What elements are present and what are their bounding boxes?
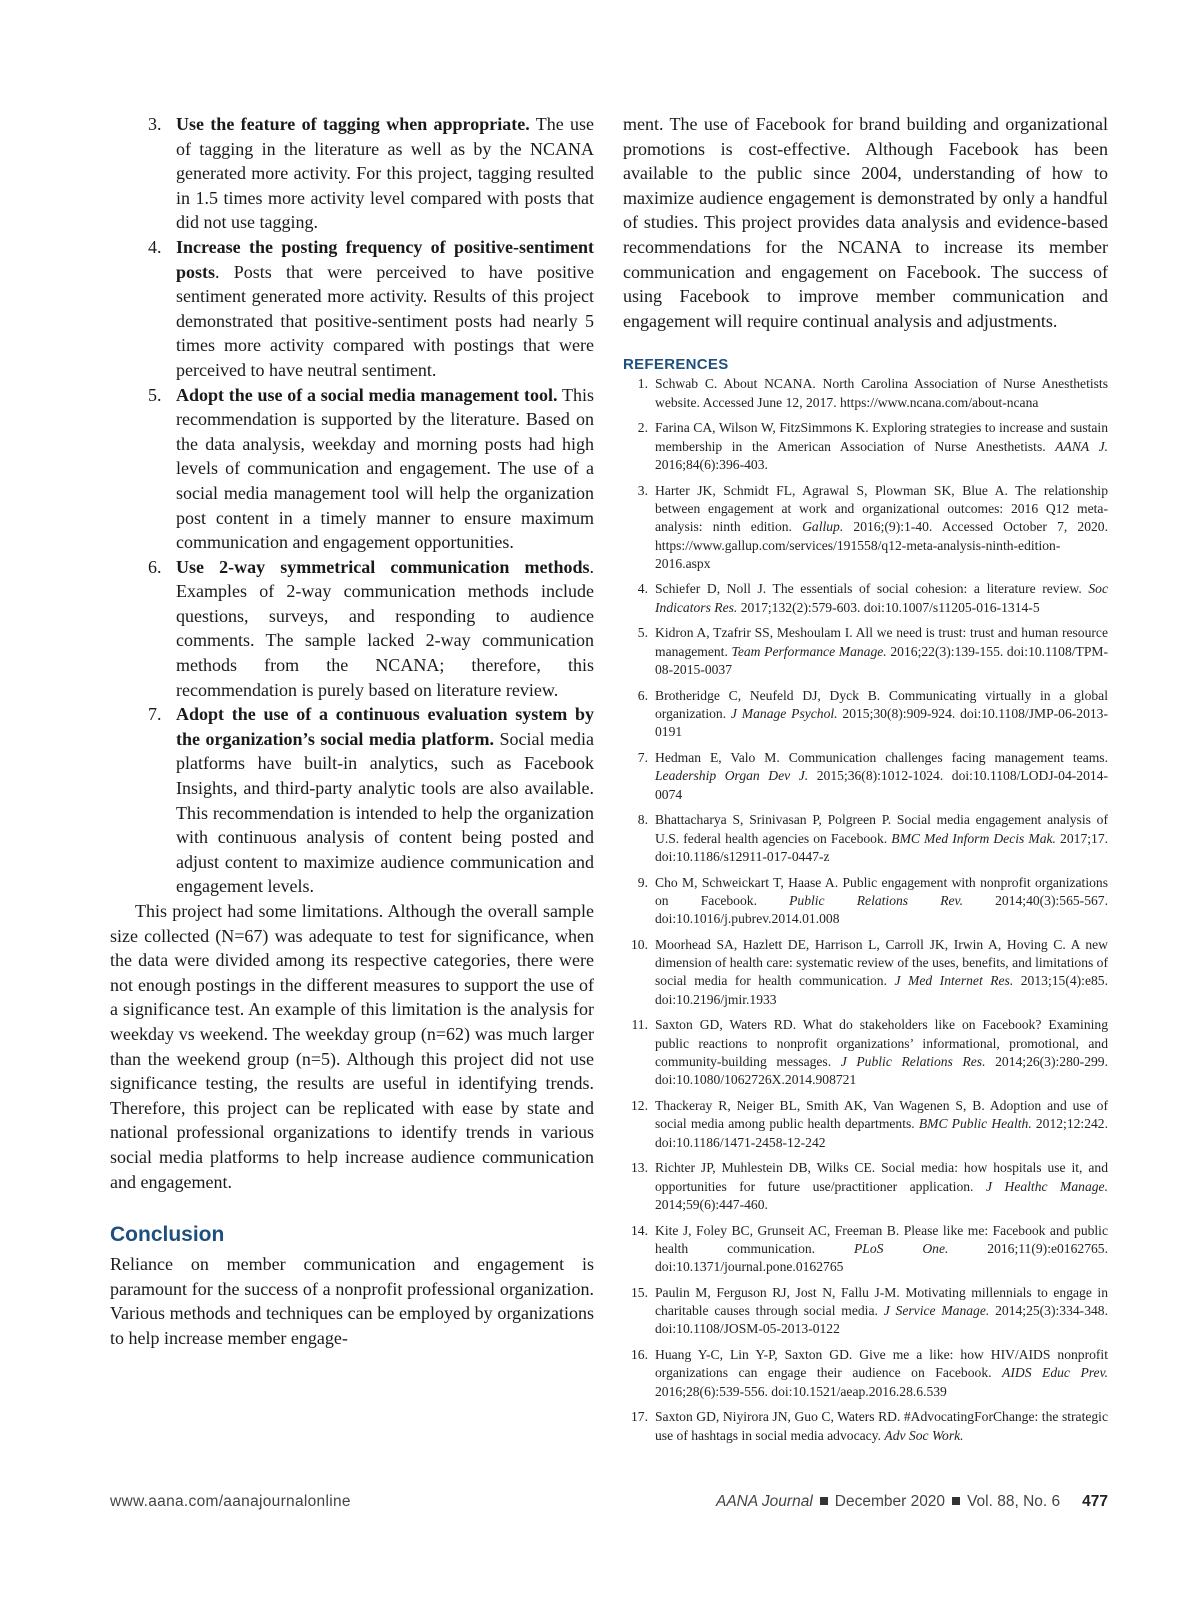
- reference-number: 15.: [631, 1284, 648, 1300]
- reference-item: [623, 1408, 1108, 1445]
- list-number: 5.: [148, 384, 162, 405]
- footer-url[interactable]: www.aana.com/aanajournalonline: [110, 1493, 351, 1510]
- reference-citation: 2017;17. doi:10.1186/s12911-017-0447-z: [655, 830, 1109, 864]
- reference-citation: 2016;84(6):396-403.: [655, 456, 768, 472]
- reference-journal: Soc Indicators Res.: [655, 581, 1108, 615]
- reference-text: Huang Y-C, Lin Y-P, Saxton GD. Give me a like: how HIV/AIDS nonprofit organizations can engage their audience on Facebook.: [655, 1347, 1108, 1381]
- page-footer: [110, 1493, 1108, 1515]
- reference-citation: 2014;40(3):565-567. doi:10.1016/j.pubrev.2014.01.008: [655, 892, 1108, 927]
- reference-item: [623, 687, 1108, 742]
- footer-journal-info: [716, 1493, 1108, 1511]
- reference-number: 8.: [637, 812, 648, 828]
- reference-item: [623, 1346, 1108, 1401]
- recommendation-item: [110, 235, 594, 383]
- reference-journal: PLoS One.: [853, 1240, 949, 1256]
- recommendation-item: [110, 555, 594, 703]
- reference-item: [623, 874, 1108, 929]
- reference-citation: 2012;12:242. doi:10.1186/1471-2458-12-242: [655, 1116, 1108, 1150]
- recommendation-title: Use the feature of tagging when appropriate.: [176, 114, 530, 134]
- recommendation-item: [110, 383, 594, 555]
- reference-item: [623, 811, 1108, 866]
- reference-citation: 2015;36(8):1012-1024. doi:10.1108/LODJ-04-2014-0074: [655, 768, 1108, 802]
- recommendation-item: [110, 112, 594, 235]
- conclusion-paragraph-start: Reliance on member communication and engagement is paramount for the success of a nonprofit professional organization. Various methods and techniques can be employed by organizations to help increase member engage-: [110, 1254, 594, 1348]
- reference-number: 7.: [637, 750, 648, 766]
- conclusion-heading: Conclusion: [110, 1223, 225, 1247]
- reference-citation: 2016;11(9):e0162765. doi:10.1371/journal.pone.0162765: [655, 1240, 1108, 1275]
- reference-text: Brotheridge C, Neufeld DJ, Dyck B. Communicating virtually in a global organization.: [655, 687, 1108, 722]
- reference-journal: J Manage Psychol.: [730, 706, 838, 722]
- reference-text: Kite J, Foley BC, Grunseit AC, Freeman B. Please like me: Facebook and public health communication.: [655, 1222, 1108, 1256]
- reference-text: Saxton GD, Niyirora JN, Guo C, Waters RD. #AdvocatingForChange: the strategic use of hashtags in social media advocacy.: [655, 1409, 1108, 1443]
- reference-citation: 2016;22(3):139-155. doi:10.1108/TPM-08-2015-0037: [655, 643, 1109, 678]
- reference-item: [623, 1284, 1108, 1339]
- square-bullet-icon: [952, 1497, 960, 1505]
- list-number: 6.: [148, 556, 162, 577]
- reference-text: Bhattacharya S, Srinivasan P, Polgreen P. Social media engagement analysis of U.S. federal health agencies on Facebook.: [655, 812, 1108, 846]
- reference-journal: AANA J.: [1055, 438, 1108, 454]
- right-column: [623, 112, 1108, 1452]
- reference-text: Kidron A, Tzafrir SS, Meshoulam I. All we need is trust: trust and human resource management.: [655, 625, 1108, 659]
- recommendation-title: Adopt the use of a social media management tool.: [176, 384, 558, 405]
- list-number: 7.: [148, 704, 162, 725]
- reference-item: [623, 419, 1108, 474]
- reference-item: [623, 1222, 1108, 1277]
- reference-citation: 2014;59(6):447-460.: [655, 1196, 768, 1212]
- page-number: 477: [1082, 1493, 1108, 1510]
- reference-number: 13.: [631, 1160, 648, 1176]
- reference-text: Schwab C. About NCANA. North Carolina Association of Nurse Anesthetists website. Accessed June 12, 2017. https://www.ncana.com/about-ncana: [655, 376, 1108, 410]
- reference-item: [623, 1097, 1108, 1152]
- reference-number: 4.: [637, 581, 648, 597]
- references-list: [623, 375, 1108, 1445]
- list-number: 3.: [148, 114, 162, 134]
- reference-text: Hedman E, Valo M. Communication challenges facing management teams.: [655, 750, 1108, 766]
- reference-text: Moorhead SA, Hazlett DE, Harrison L, Carroll JK, Irwin A, Hoving C. A new dimension of health care: systematic review of the uses, benefits, and limitations of social media for health communication.: [655, 936, 1109, 989]
- reference-text: Cho M, Schweickart T, Haase A. Public engagement with nonprofit organizations on Facebook.: [655, 874, 1108, 908]
- reference-item: [623, 580, 1108, 617]
- reference-number: 1.: [637, 376, 648, 392]
- reference-journal: Public Relations Rev.: [789, 892, 963, 908]
- footer-date: December 2020: [834, 1493, 946, 1510]
- reference-text: Paulin M, Ferguson RJ, Jost N, Fallu J-M. Motivating millennials to engage in charitable causes through social media.: [655, 1284, 1108, 1319]
- reference-citation: 2015;30(8):909-924. doi:10.1108/JMP-06-2013-0191: [655, 706, 1109, 740]
- references-heading: REFERENCES: [623, 356, 729, 374]
- reference-citation: 2014;26(3):280-299. doi:10.1080/1062726X.2014.908721: [655, 1054, 1108, 1088]
- reference-journal: BMC Med Inform Decis Mak.: [891, 830, 1056, 846]
- reference-number: 5.: [637, 625, 648, 641]
- recommendation-title: Use 2-way symmetrical communication methods: [176, 556, 590, 577]
- reference-text: Harter JK, Schmidt FL, Agrawal S, Plowman SK, Blue A. The relationship between engagement at work and organizational outcomes: 2016 Q12 meta-analysis: ninth edition.: [655, 482, 1108, 535]
- recommendations-list: [110, 112, 594, 899]
- reference-number: 12.: [631, 1098, 648, 1114]
- conclusion-paragraph-end: ment. The use of Facebook for brand building and organizational promotions is cost-effective. Although Facebook has been available to the public since 2004, understanding of how to maximize audience engagement is demonstrated by only a handful of studies. This project provides data analysis and evidence-based recommendations for the NCANA to increase its member communication and engagement on Facebook. The success of using Facebook to improve member communication and engagement will require continual analysis and adjustments.: [623, 114, 1108, 331]
- recommendation-text: The use of tagging in the literature as well as by the NCANA generated more activity. For this project, tagging resulted in 1.5 times more activity level compared with posts that did not use tagging.: [176, 114, 595, 233]
- reference-citation: 2017;132(2):579-603. doi:10.1007/s11205-016-1314-5: [737, 599, 1040, 615]
- reference-number: 9.: [637, 874, 648, 890]
- reference-journal: J Med Internet Res.: [894, 973, 1014, 989]
- list-number: 4.: [148, 236, 162, 257]
- reference-journal: J Healthc Manage.: [985, 1178, 1108, 1194]
- reference-text: Thackeray R, Neiger BL, Smith AK, Van Wagenen S, B. Adoption and use of social media among public health departments.: [655, 1098, 1108, 1132]
- reference-citation: 2013;15(4):e85. doi:10.2196/jmir.1933: [655, 973, 1108, 1007]
- reference-number: 17.: [631, 1409, 648, 1425]
- reference-journal: Leadership Organ Dev J.: [655, 768, 809, 784]
- reference-number: 14.: [631, 1222, 648, 1238]
- recommendation-title: Increase the posting frequency of positive-sentiment posts: [176, 236, 594, 282]
- reference-item: [623, 749, 1108, 804]
- reference-number: 6.: [637, 687, 648, 703]
- footer-volume: Vol. 88, No. 6: [967, 1493, 1061, 1510]
- recommendation-title: Adopt the use of a continuous evaluation system by the organization’s social media platform.: [176, 704, 594, 749]
- reference-item: [623, 936, 1108, 1009]
- reference-text: Saxton GD, Waters RD. What do stakeholders like on Facebook? Examining public reactions to nonprofit organizations’ informational, promotional, and community-building messages.: [655, 1017, 1108, 1070]
- reference-journal: Adv Soc Work.: [884, 1427, 964, 1443]
- reference-journal: J Public Relations Res.: [840, 1054, 986, 1070]
- reference-number: 16.: [631, 1347, 648, 1363]
- limitations-paragraph: This project had some limitations. Although the overall sample size collected (N=67) was adequate to test for significance, when the data were divided among its respective categories, there were not enough postings in the different measures to support the use of a significance test. An example of this limitation is the analysis for weekday vs weekend. The weekday group (n=62) was much larger than the weekend group (n=5). Although this project did not use significance testing, the results are useful in identifying trends. Therefore, this project can be replicated with ease by state and national professional organizations to identify trends in various social media platforms to help increase audience communication and engagement.: [110, 901, 594, 1192]
- reference-number: 10.: [631, 936, 648, 952]
- reference-text: Schiefer D, Noll J. The essentials of social cohesion: a literature review.: [655, 581, 1089, 597]
- reference-item: [623, 1016, 1108, 1089]
- reference-text: Farina CA, Wilson W, FitzSimmons K. Exploring strategies to increase and sustain membership in the American Association of Nurse Anesthetists.: [655, 420, 1108, 454]
- left-column: [110, 112, 594, 1351]
- footer-journal-name: AANA Journal: [715, 1493, 813, 1510]
- reference-journal: Team Performance Manage.: [731, 643, 887, 659]
- reference-item: [623, 375, 1108, 412]
- reference-journal: AIDS Educ Prev.: [1002, 1365, 1109, 1381]
- reference-journal: J Service Manage.: [883, 1303, 990, 1319]
- reference-item: [623, 624, 1108, 679]
- reference-journal: Gallup.: [802, 519, 844, 535]
- reference-number: 11.: [631, 1017, 648, 1033]
- recommendation-text: . Posts that were perceived to have positive sentiment generated more activity. Results of this project demonstrated that positive-sentiment posts had nearly 5 times more activity compared with postings that were perceived to have neutral sentiment.: [176, 261, 594, 380]
- reference-item: [623, 1159, 1108, 1214]
- reference-journal: BMC Public Health.: [918, 1116, 1032, 1132]
- recommendation-item: [110, 702, 594, 899]
- reference-text: Richter JP, Muhlestein DB, Wilks CE. Social media: how hospitals use it, and opportunities for future use/practitioner application.: [655, 1160, 1108, 1194]
- reference-citation: 2016;(9):1-40. Accessed October 7, 2020. https://www.gallup.com/services/191558/q12-meta-analysis-ninth-edition-2016.aspx: [655, 519, 1108, 571]
- reference-item: [623, 482, 1108, 573]
- reference-citation: 2016;28(6):539-556. doi:10.1521/aeap.2016.28.6.539: [655, 1383, 947, 1399]
- reference-number: 3.: [637, 482, 648, 498]
- square-bullet-icon: [820, 1497, 828, 1505]
- reference-citation: 2014;25(3):334-348. doi:10.1108/JOSM-05-2013-0122: [655, 1303, 1108, 1337]
- reference-number: 2.: [637, 420, 648, 436]
- recommendation-text: Social media platforms have built-in analytics, such as Facebook Insights, and third-party analytic tools are also available. This recommendation is intended to help the organization with continuous analysis of content being posted and adjust content to maximize audience communication and engagement levels.: [176, 728, 594, 897]
- recommendation-text: . Examples of 2-way communication methods include questions, surveys, and responding to audience comments. The sample lacked 2-way communication methods from the NCANA; therefore, this recommendation is purely based on literature review.: [176, 556, 594, 700]
- recommendation-text: This recommendation is supported by the literature. Based on the data analysis, weekday and morning posts had high levels of communication and engagement. The use of a social media management tool will help the organization post content in a timely manner to ensure maximum communication and engagement opportunities.: [176, 384, 594, 553]
